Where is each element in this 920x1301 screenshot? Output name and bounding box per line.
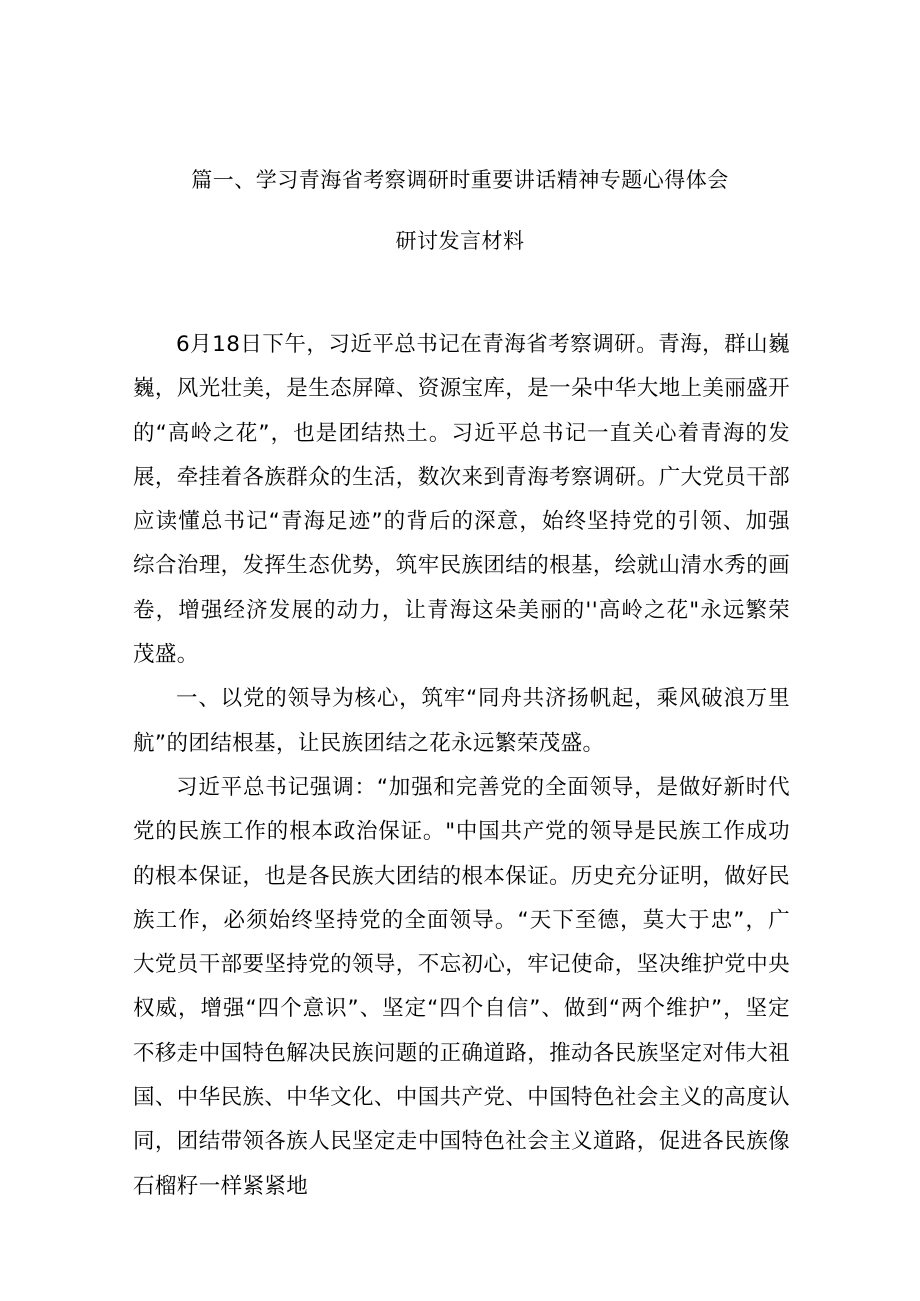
paragraph-section-heading-1: 一、以党的领导为核心，筑牢“同舟共济扬帆起，乘风破浪万里航”的团结根基，让民族团结之花永远繁荣茂盛。 <box>133 686 790 756</box>
document-title-line-2: 研讨发言材料 <box>395 229 525 253</box>
paragraph-intro: 6月18日下午，习近平总书记在青海省考察调研。青海，群山巍巍，风光壮美，是生态屏障、资源宝库，是一朵中华大地上美丽盛开的“高岭之花”，也是团结热土。习近平总书记一直关心着青海的发展，牵挂着各族群众的生活，数次来到青海考察调研。广大党员干部应读懂总书记“青海足迹”的背后的深意，始终坚持党的引领、加强综合治理，发挥生态优势，筑牢民族团结的根基，绘就山清水秀的画卷，增强经济发展的动力，让青海这朵美丽的''高岭之花"永远繁荣茂盛。 <box>133 332 791 668</box>
paragraph-section-body-1: 习近平总书记强调：“加强和完善党的全面领导，是做好新时代党的民族工作的根本政治保证。"中国共产党的领导是民族工作成功的根本保证，也是各民族大团结的根本保证。历史充分证明，做好民族工作，必须始终坚持党的全面领导。“天下至德，莫大于忠”，广大党员干部要坚持党的领导，不忘初心，牢记使命，坚决维护党中央权威，增强“四个意识”、坚定“四个自信”、做到“两个维护”，坚定不移走中国特色解决民族问题的正确道路，推动各民族坚定对伟大祖国、中华民族、中华文化、中国共产党、中国特色社会主义的高度认同，团结带领各族人民坚定走中国特色社会主义道路，促进各民族像石榴籽一样紧紧地 <box>133 774 791 1199</box>
document-body <box>133 323 790 1209</box>
document-title-line-1: 篇一、学习青海省考察调研时重要讲话精神专题心得体会 <box>191 168 729 192</box>
